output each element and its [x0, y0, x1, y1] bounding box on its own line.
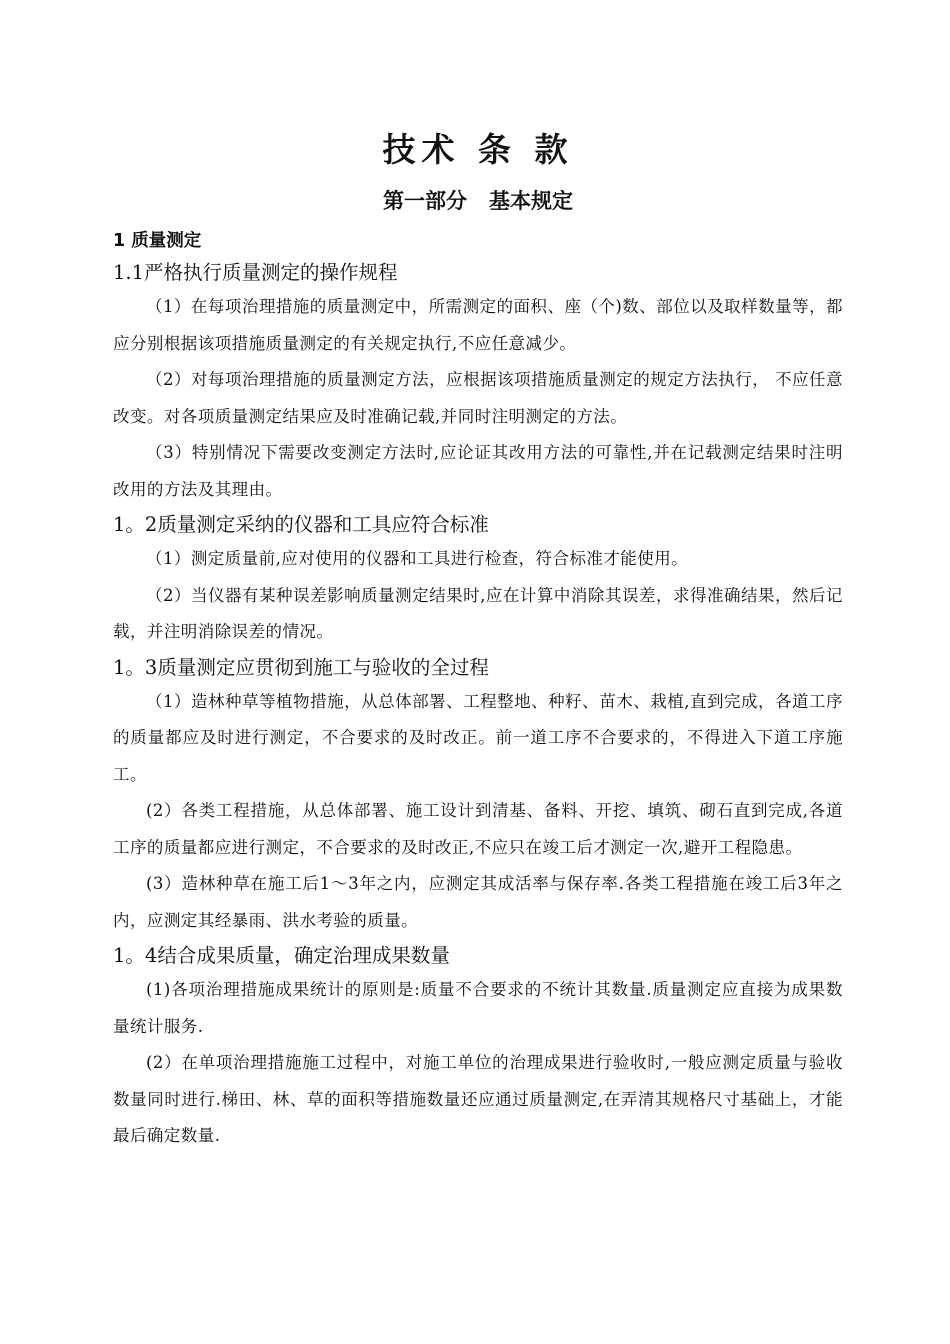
paragraph: （1）造林种草等植物措施，从总体部署、工程整地、种籽、苗木、栽植,直到完成，各道工序的质量都应及时进行测定，不合要求的及时改正。前一道工序不合要求的，不得进入下道工序施工。 [113, 691, 843, 784]
subsection [113, 651, 843, 940]
subsection [113, 508, 843, 651]
paragraph: (2）在单项治理措施施工过程中，对施工单位的治理成果进行验收时,一般应测定质量与验收数量同时进行.梯田、林、草的面积等措施数量还应通过质量测定,在弄清其规格尺寸基础上，才能最后确定数量. [113, 1053, 843, 1145]
subsection [113, 256, 843, 508]
paragraph: (3）造林种草在施工后1～3年之内，应测定其成活率与保存率.各类工程措施在竣工后3年之内，应测定其经暴雨、洪水考验的质量。 [113, 874, 843, 930]
subsection-heading: 1。4结合成果质量，确定治理成果数量 [113, 944, 450, 967]
paragraph: （3）特别情况下需要改变测定方法时,应论证其改用方法的可靠性,并在记载测定结果时注明改用的方法及其理由。 [113, 443, 843, 499]
section-heading: 1 质量测定 [113, 231, 202, 251]
paragraph: （1）测定质量前,应对使用的仪器和工具进行检查，符合标准才能使用。 [146, 549, 689, 568]
document-title: 技术 条 款 [382, 130, 574, 169]
paragraph: （2）当仪器有某种误差影响质量测定结果时,应在计算中消除其误差，求得准确结果，然后记载，并注明消除误差的情况。 [113, 585, 843, 641]
paragraph: (2）各类工程措施，从总体部署、施工设计到清基、备料、开挖、填筑、砌石直到完成,各道工序的质量都应进行测定，不合要求的及时改正,不应只在竣工后才测定一次,避开工程隐患。 [113, 801, 843, 857]
document-subtitle: 第一部分 基本规定 [383, 189, 573, 213]
document-page [113, 126, 843, 1155]
paragraph: （1）在每项治理措施的质量测定中，所需测定的面积、座（个)数、部位以及取样数量等，都应分别根据该项措施质量测定的有关规定执行,不应任意减少。 [113, 297, 843, 353]
paragraph: （2）对每项治理措施的质量测定方法，应根据该项措施质量测定的规定方法执行， 不应任意改变。对各项质量测定结果应及时准确记载,并同时注明测定的方法。 [113, 370, 843, 426]
subsection-heading: 1。3质量测定应贯彻到施工与验收的全过程 [113, 655, 489, 679]
subsection [113, 939, 843, 1155]
paragraph: (1)各项治理措施成果统计的原则是:质量不合要求的不统计其数量.质量测定应直接为成果数量统计服务. [113, 980, 843, 1036]
subsection-heading: 1.1严格执行质量测定的操作规程 [113, 261, 398, 284]
subsection-heading: 1。2质量测定采纳的仪器和工具应符合标准 [113, 513, 489, 536]
